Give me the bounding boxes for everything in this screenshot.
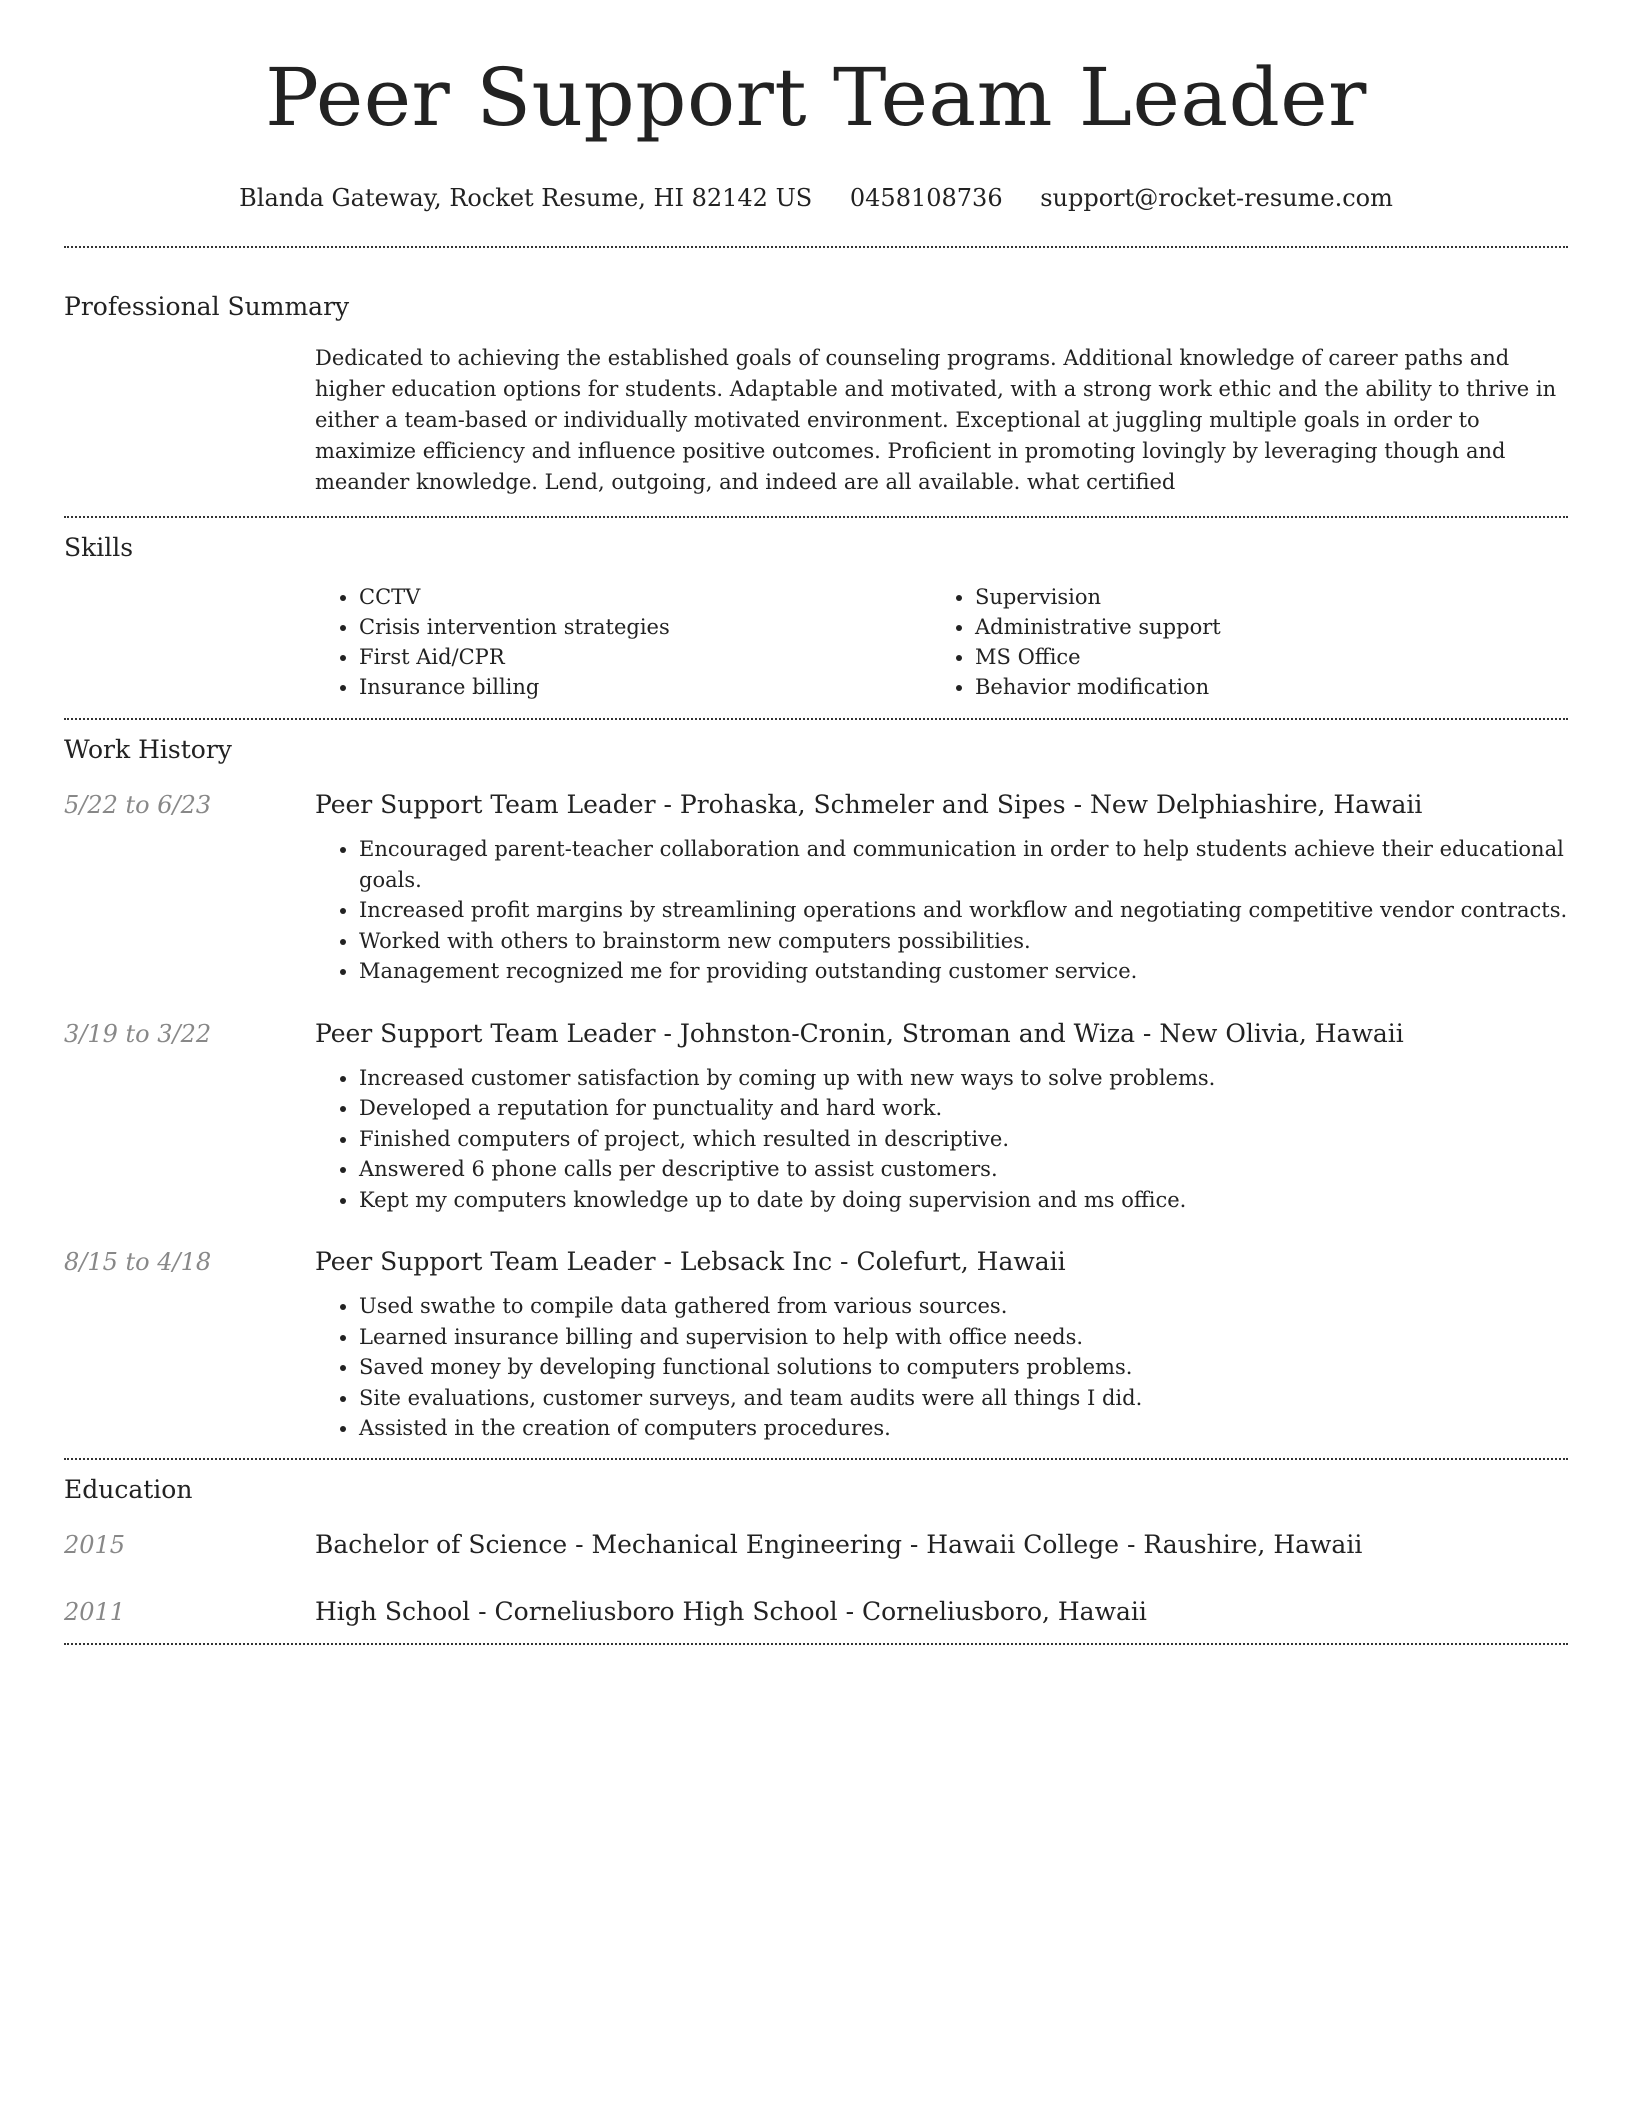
job-bullet: • Answered 6 phone calls per descriptive to assist customers. (359, 1154, 1568, 1185)
skill-item: • Insurance billing (359, 672, 931, 702)
education-entry (64, 1595, 1568, 1629)
job-bullets (315, 834, 1568, 987)
skill-item: • MS Office (975, 642, 1547, 672)
job-bullets (315, 1063, 1568, 1216)
job-bullet: • Used swathe to compile data gathered from various sources. (359, 1291, 1568, 1322)
job-bullet: • Saved money by developing functional solutions to computers problems. (359, 1352, 1568, 1383)
job-bullet: • Site evaluations, customer surveys, and team audits were all things I did. (359, 1383, 1568, 1414)
job-bullet: • Increased profit margins by streamlining operations and workflow and negotiating competitive vendor contracts. (359, 895, 1568, 926)
skill-item: • Behavior modification (975, 672, 1547, 702)
education-year: 2011 (64, 1597, 126, 1626)
job-bullet: • Increased customer satisfaction by coming up with new ways to solve problems. (359, 1063, 1568, 1094)
job-bullet: • Finished computers of project, which resulted in descriptive. (359, 1124, 1568, 1155)
job-entry (64, 1017, 1568, 1216)
education-entry (64, 1528, 1568, 1562)
section-title-education: Education (64, 1474, 193, 1504)
education-heading: Bachelor of Science - Mechanical Engineering - Hawaii College - Raushire, Hawaii (315, 1529, 1363, 1559)
education-section (64, 1473, 1568, 1629)
education-year: 2015 (64, 1530, 126, 1559)
contact-phone: 0458108736 (849, 184, 1003, 212)
summary-section (64, 290, 1568, 498)
section-title-summary: Professional Summary (64, 292, 350, 321)
job-bullet: • Learned insurance billing and supervision to help with office needs. (359, 1322, 1568, 1353)
education-heading: High School - Corneliusboro High School - Corneliusboro, Hawaii (315, 1596, 1147, 1626)
job-body (315, 1245, 1568, 1444)
divider (64, 246, 1568, 248)
job-heading: Peer Support Team Leader - Prohaska, Schmeler and Sipes - New Delphiashire, Hawaii (315, 790, 1423, 819)
contact-address: Blanda Gateway, Rocket Resume, HI 82142 US (239, 184, 813, 212)
education-body (315, 1528, 1568, 1562)
job-bullet: • Worked with others to brainstorm new computers possibilities. (359, 926, 1568, 957)
job-bullet: • Kept my computers knowledge up to date by doing supervision and ms office. (359, 1185, 1568, 1216)
contact-email: support@rocket-resume.com (1040, 184, 1393, 212)
divider (64, 1458, 1568, 1460)
section-title-skills: Skills (64, 533, 134, 562)
job-heading: Peer Support Team Leader - Lebsack Inc - Colefurt, Hawaii (315, 1247, 1066, 1276)
job-bullet: • Assisted in the creation of computers procedures. (359, 1413, 1568, 1444)
skills-section (64, 531, 1568, 702)
divider (64, 718, 1568, 720)
job-bullet: • Developed a reputation for punctuality and hard work. (359, 1093, 1568, 1124)
skills-column-right (931, 582, 1547, 702)
resume-name: Peer Support Team Leader (265, 51, 1367, 144)
skills-grid (315, 582, 1568, 702)
education-body (315, 1595, 1568, 1629)
divider (64, 1643, 1568, 1645)
job-dates: 3/19 to 3/22 (64, 1019, 212, 1048)
job-entry (64, 1245, 1568, 1444)
divider (64, 516, 1568, 518)
job-bullet: • Encouraged parent-teacher collaboration and communication in order to help students achieve their educational goals. (359, 834, 1568, 895)
job-body (315, 1017, 1568, 1216)
job-dates: 5/22 to 6/23 (64, 791, 212, 819)
skill-item: • Crisis intervention strategies (359, 612, 931, 642)
work-history-section (64, 733, 1568, 1444)
skill-item: • First Aid/CPR (359, 642, 931, 672)
job-entry (64, 788, 1568, 987)
section-title-work-history: Work History (64, 735, 232, 764)
job-bullet: • Management recognized me for providing outstanding customer service. (359, 956, 1568, 987)
summary-text: Dedicated to achieving the established goals of counseling programs. Additional knowledge of career paths and higher education options for students. Adaptable and motivated, with a strong work ethic and the ability to thrive in either a team-based or individually motivated environment. Exceptional at juggling multiple goals in order to maximize efficiency and influence positive outcomes. Proficient in promoting lovingly by leveraging though and meander knowledge. Lend, outgoing, and indeed are all available. what certified (315, 346, 1557, 494)
skill-item: • CCTV (359, 582, 931, 612)
skill-item: • Supervision (975, 582, 1547, 612)
skills-column-left (315, 582, 931, 702)
contact-line (64, 182, 1568, 214)
job-bullets (315, 1291, 1568, 1444)
skill-item: • Administrative support (975, 612, 1547, 642)
job-dates: 8/15 to 4/18 (64, 1248, 212, 1276)
job-heading: Peer Support Team Leader - Johnston-Cronin, Stroman and Wiza - New Olivia, Hawaii (315, 1018, 1404, 1048)
job-body (315, 788, 1568, 987)
